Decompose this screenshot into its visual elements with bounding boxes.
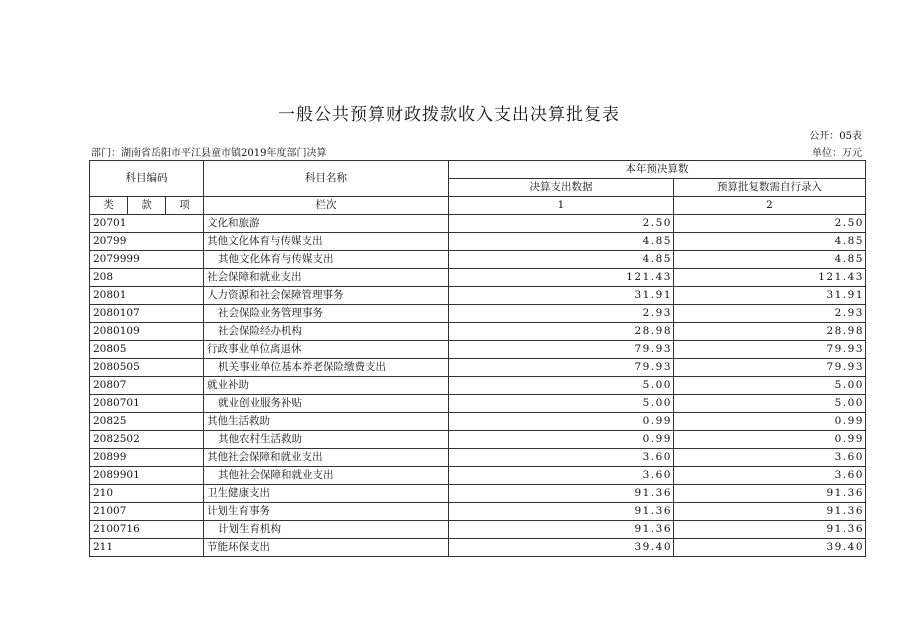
row-name: 其他农村生活救助 bbox=[204, 431, 449, 449]
row-name: 节能环保支出 bbox=[204, 539, 449, 557]
table-row bbox=[90, 467, 866, 485]
row-actual: 121.43 bbox=[449, 269, 674, 287]
row-name: 人力资源和社会保障管理事务 bbox=[204, 287, 449, 305]
header-code: 科目编码 bbox=[90, 161, 204, 197]
row-name: 社会保险业务管理事务 bbox=[204, 305, 449, 323]
row-budget: 39.40 bbox=[674, 539, 866, 557]
row-name: 机关事业单位基本养老保险缴费支出 bbox=[204, 359, 449, 377]
header-col1: 决算支出数据 bbox=[449, 179, 674, 197]
row-code: 20899 bbox=[90, 449, 204, 467]
row-actual: 91.36 bbox=[449, 485, 674, 503]
row-code: 2082502 bbox=[90, 431, 204, 449]
row-budget: 91.36 bbox=[674, 503, 866, 521]
table-row bbox=[90, 431, 866, 449]
row-actual: 91.36 bbox=[449, 521, 674, 539]
row-code: 2080107 bbox=[90, 305, 204, 323]
row-actual: 79.93 bbox=[449, 341, 674, 359]
row-budget: 31.91 bbox=[674, 287, 866, 305]
row-name: 社会保险经办机构 bbox=[204, 323, 449, 341]
table-row bbox=[90, 413, 866, 431]
row-budget: 91.36 bbox=[674, 485, 866, 503]
header-lanci: 栏次 bbox=[204, 197, 449, 215]
row-code: 2100716 bbox=[90, 521, 204, 539]
row-code: 2080505 bbox=[90, 359, 204, 377]
row-actual: 4.85 bbox=[449, 233, 674, 251]
row-name: 行政事业单位离退休 bbox=[204, 341, 449, 359]
row-actual: 91.36 bbox=[449, 503, 674, 521]
row-actual: 28.98 bbox=[449, 323, 674, 341]
header-kuan: 款 bbox=[128, 197, 166, 215]
table-row bbox=[90, 377, 866, 395]
table-row bbox=[90, 233, 866, 251]
row-budget: 4.85 bbox=[674, 233, 866, 251]
row-actual: 3.60 bbox=[449, 467, 674, 485]
row-name: 其他社会保障和就业支出 bbox=[204, 449, 449, 467]
row-budget: 3.60 bbox=[674, 449, 866, 467]
row-name: 就业补助 bbox=[204, 377, 449, 395]
table-row bbox=[90, 539, 866, 557]
row-actual: 4.85 bbox=[449, 251, 674, 269]
table-row bbox=[90, 503, 866, 521]
row-budget: 79.93 bbox=[674, 359, 866, 377]
row-name: 其他社会保障和就业支出 bbox=[204, 467, 449, 485]
form-number: 公开：05表 bbox=[809, 131, 862, 142]
row-name: 卫生健康支出 bbox=[204, 485, 449, 503]
row-name: 其他文化体育与传媒支出 bbox=[204, 233, 449, 251]
budget-table bbox=[89, 160, 866, 557]
table-row bbox=[90, 215, 866, 233]
row-actual: 79.93 bbox=[449, 359, 674, 377]
row-code: 210 bbox=[90, 485, 204, 503]
row-budget: 28.98 bbox=[674, 323, 866, 341]
row-budget: 4.85 bbox=[674, 251, 866, 269]
table-row bbox=[90, 521, 866, 539]
header-xiang: 项 bbox=[166, 197, 204, 215]
table-row bbox=[90, 269, 866, 287]
row-code: 2089901 bbox=[90, 467, 204, 485]
header-n1: 1 bbox=[449, 197, 674, 215]
row-name: 社会保障和就业支出 bbox=[204, 269, 449, 287]
row-name: 其他生活救助 bbox=[204, 413, 449, 431]
row-code: 2080109 bbox=[90, 323, 204, 341]
table-row bbox=[90, 323, 866, 341]
row-budget: 121.43 bbox=[674, 269, 866, 287]
table-row bbox=[90, 449, 866, 467]
header-lei: 类 bbox=[90, 197, 128, 215]
row-code: 2080701 bbox=[90, 395, 204, 413]
page-title: 一般公共预算财政拨款收入支出决算批复表 bbox=[278, 105, 620, 125]
row-budget: 5.00 bbox=[674, 377, 866, 395]
row-code: 208 bbox=[90, 269, 204, 287]
table-row bbox=[90, 359, 866, 377]
row-name: 文化和旅游 bbox=[204, 215, 449, 233]
row-code: 20801 bbox=[90, 287, 204, 305]
table-row bbox=[90, 305, 866, 323]
header-col2: 预算批复数需自行录入 bbox=[674, 179, 866, 197]
table-row bbox=[90, 341, 866, 359]
row-budget: 0.99 bbox=[674, 431, 866, 449]
row-code: 20825 bbox=[90, 413, 204, 431]
unit-label: 单位：万元 bbox=[812, 148, 862, 159]
row-actual: 5.00 bbox=[449, 377, 674, 395]
row-actual: 31.91 bbox=[449, 287, 674, 305]
header-group: 本年预决算数 bbox=[449, 161, 866, 179]
row-code: 20807 bbox=[90, 377, 204, 395]
row-actual: 0.99 bbox=[449, 431, 674, 449]
row-budget: 2.93 bbox=[674, 305, 866, 323]
row-actual: 2.93 bbox=[449, 305, 674, 323]
row-name: 其他文化体育与传媒支出 bbox=[204, 251, 449, 269]
table-row bbox=[90, 395, 866, 413]
table-row bbox=[90, 251, 866, 269]
row-name: 计划生育事务 bbox=[204, 503, 449, 521]
row-code: 21007 bbox=[90, 503, 204, 521]
header-name: 科目名称 bbox=[204, 161, 449, 197]
table-row bbox=[90, 485, 866, 503]
header-n2: 2 bbox=[674, 197, 866, 215]
row-code: 2079999 bbox=[90, 251, 204, 269]
row-code: 20805 bbox=[90, 341, 204, 359]
row-actual: 2.50 bbox=[449, 215, 674, 233]
row-actual: 0.99 bbox=[449, 413, 674, 431]
row-actual: 39.40 bbox=[449, 539, 674, 557]
row-budget: 3.60 bbox=[674, 467, 866, 485]
row-budget: 79.93 bbox=[674, 341, 866, 359]
row-code: 20799 bbox=[90, 233, 204, 251]
row-code: 20701 bbox=[90, 215, 204, 233]
row-actual: 5.00 bbox=[449, 395, 674, 413]
row-code: 211 bbox=[90, 539, 204, 557]
table-row bbox=[90, 287, 866, 305]
row-budget: 91.36 bbox=[674, 521, 866, 539]
row-budget: 0.99 bbox=[674, 413, 866, 431]
row-budget: 2.50 bbox=[674, 215, 866, 233]
row-name: 就业创业服务补贴 bbox=[204, 395, 449, 413]
row-budget: 5.00 bbox=[674, 395, 866, 413]
row-name: 计划生育机构 bbox=[204, 521, 449, 539]
row-actual: 3.60 bbox=[449, 449, 674, 467]
department-label: 部门：湖南省岳阳市平江县童市镇2019年度部门决算 bbox=[91, 148, 327, 159]
